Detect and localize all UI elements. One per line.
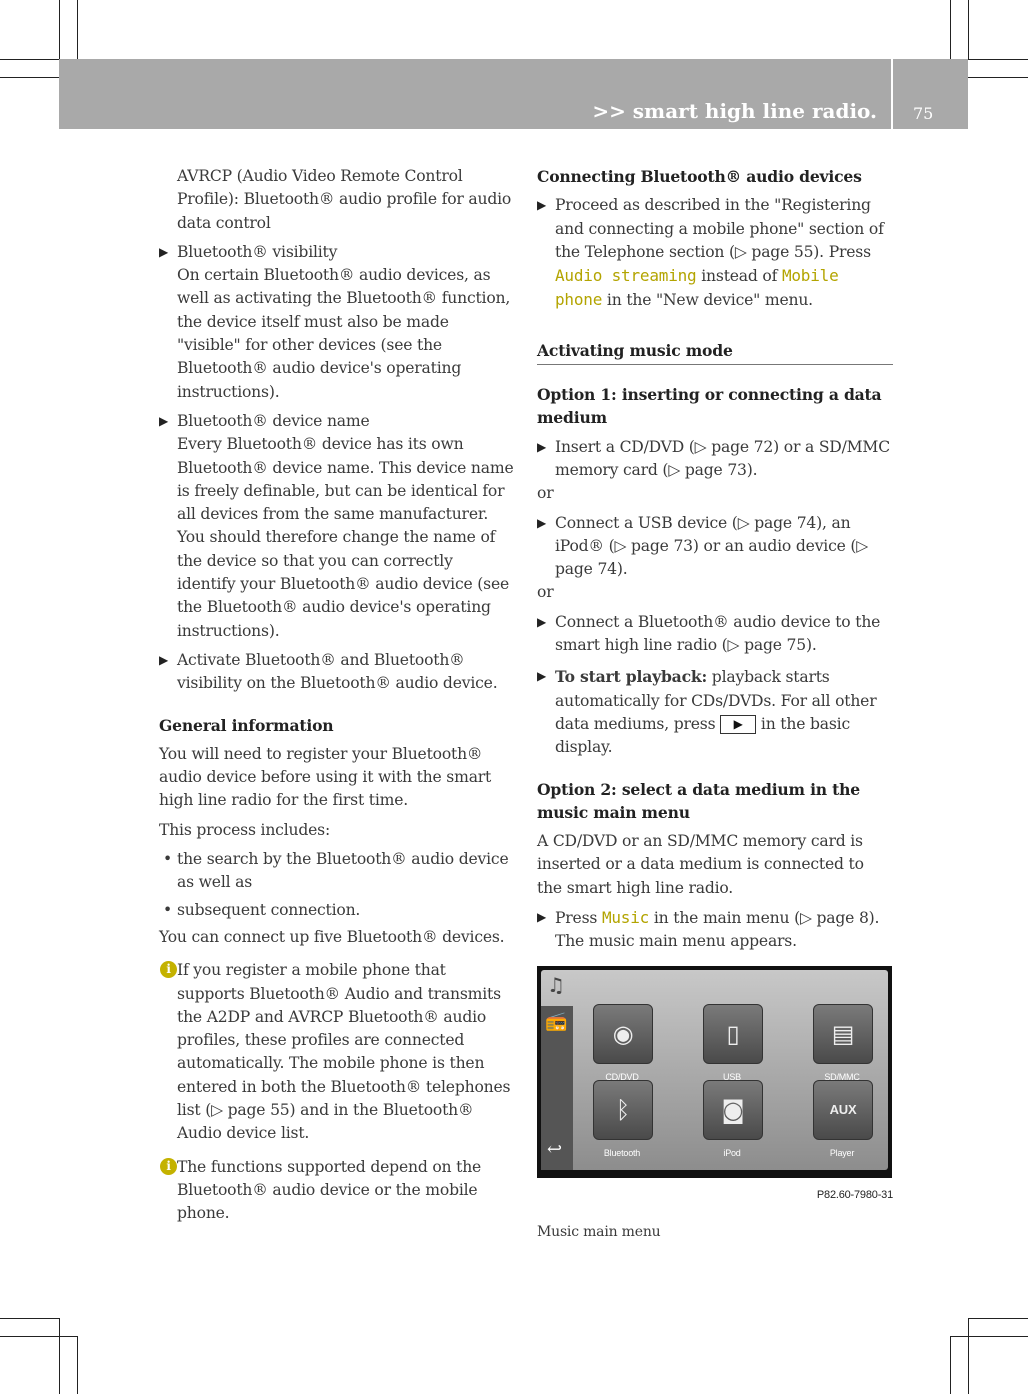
- process-includes: This process includes:: [159, 820, 330, 839]
- bluetooth-instruction: ▶ Connect a Bluetooth® audio device to the smart high line radio (▷ page 75).: [537, 611, 893, 658]
- info-note: [159, 959, 515, 1145]
- bluetooth-button: ᛒ: [593, 1080, 653, 1140]
- sd-mmc-button: ▤: [813, 1004, 873, 1064]
- page-number-box: [893, 59, 968, 129]
- general-information-heading: General information: [159, 715, 334, 735]
- right-column: [537, 165, 893, 1244]
- button-label: iPod: [723, 1147, 741, 1158]
- activating-music-heading: Activating music mode: [537, 339, 893, 365]
- header-title: >> smart high line radio.: [592, 99, 877, 123]
- music-main-menu-screenshot: [537, 966, 892, 1178]
- usb-button: ▯: [703, 1004, 763, 1064]
- connecting-heading: Connecting Bluetooth® audio devices: [537, 167, 862, 186]
- ipod-button: ◙: [703, 1080, 763, 1140]
- press-music-instruction: [537, 906, 893, 954]
- or-text: or: [537, 484, 554, 503]
- avrcp-definition: AVRCP (Audio Video Remote Control Profile): Bluetooth® audio profile for audio data control: [177, 167, 512, 232]
- text: Press: [555, 909, 602, 928]
- cd-dvd-button: ◉: [593, 1004, 653, 1064]
- bluetooth-visibility-title: ▶ Bluetooth® visibility: [159, 241, 515, 264]
- text: Proceed as described in the "Registering and connecting a mobile phone" section of the Telephone section (▷ page 55). Press: [555, 196, 884, 261]
- text: playback starts automatically for CDs/DVDs. For all other data mediums, press: [555, 668, 877, 733]
- radio-icon: 📻: [545, 1010, 568, 1032]
- info-text: The functions supported depend on the Bluetooth® audio device or the mobile phone.: [177, 1157, 482, 1223]
- connect-limit: You can connect up five Bluetooth® devices.: [159, 927, 505, 946]
- button-label: Player: [829, 1147, 855, 1158]
- activate-instruction: ▶ Activate Bluetooth® and Bluetooth® visibility on the Bluetooth® audio device.: [159, 649, 515, 696]
- text: in the main menu (▷ page 8).: [649, 909, 880, 928]
- device-name-title: ▶ Bluetooth® device name: [159, 410, 515, 433]
- play-button-icon: ▶: [720, 715, 756, 734]
- info-text: If you register a mobile phone that supports Bluetooth® Audio and transmits the A2DP and AVRCP Bluetooth® audio profiles, these profiles are connected automatically. The mobile phone is then entered in both the Bluetooth® telephones list (▷ page 55) and in the Bluetooth® Audio device list.: [177, 961, 511, 1143]
- option2-heading: Option 2: select a data medium in the music main menu: [537, 779, 861, 822]
- back-icon: ↩: [547, 1139, 562, 1161]
- device-name-body: Every Bluetooth® device has its own Bluetooth® device name. This device name is freely definable, but can be identical for all devices from the same manufacturer. You should therefore change the name of the device so that you can correctly identify your Bluetooth® audio device (see the Bluetooth® audio device's operating instructions).: [177, 435, 514, 640]
- button-label: Bluetooth: [603, 1147, 641, 1158]
- aux-player-button: AUX: [813, 1080, 873, 1140]
- page-header: [59, 59, 891, 129]
- option2-paragraph: A CD/DVD or an SD/MMC memory card is inserted or a data medium is connected to the smart high line radio.: [537, 832, 864, 897]
- sidebar: [541, 1006, 573, 1170]
- list-item: • subsequent connection.: [159, 899, 515, 922]
- mobile-phone-label: Mobile phone: [555, 266, 839, 310]
- text: The music main menu appears.: [555, 932, 797, 951]
- button-label: USB: [723, 1071, 741, 1082]
- button-label: SD/MMC: [824, 1071, 860, 1082]
- info-icon: i: [160, 961, 177, 978]
- audio-streaming-label: Audio streaming: [555, 266, 697, 286]
- option1-heading: Option 1: inserting or connecting a data medium: [537, 385, 882, 428]
- page-number: 75: [913, 104, 934, 123]
- bluetooth-visibility-body: On certain Bluetooth® audio devices, as well as activating the Bluetooth® function, the device itself must also be made "visible" for other devices (see the Bluetooth® audio device's operating instructions).: [177, 266, 511, 401]
- figure-caption: Music main menu: [537, 1223, 661, 1240]
- usb-instruction: ▶ Connect a USB device (▷ page 74), an iPod® (▷ page 73) or an audio device (▷ page 74).: [537, 512, 893, 582]
- list-item: • the search by the Bluetooth® audio device as well as: [159, 848, 515, 895]
- text: in the basic display.: [555, 714, 850, 757]
- or-text: or: [537, 583, 554, 602]
- image-code: P82.60-7980-31: [816, 1188, 893, 1201]
- start-playback-instruction: [537, 665, 893, 759]
- info-note: [159, 1156, 515, 1226]
- connect-instruction: [537, 194, 893, 312]
- insert-instruction: ▶ Insert a CD/DVD (▷ page 72) or a SD/MMC memory card (▷ page 73).: [537, 436, 893, 483]
- text: in the "New device" menu.: [602, 291, 813, 310]
- start-playback-label: To start playback:: [555, 667, 708, 687]
- left-column: [159, 165, 515, 1235]
- music-note-icon: ♫: [547, 972, 565, 997]
- general-paragraph: You will need to register your Bluetooth® audio device before using it with the smart high line radio for the first time.: [159, 744, 492, 810]
- info-icon: i: [160, 1158, 177, 1175]
- text: instead of: [696, 267, 782, 286]
- button-label: CD/DVD: [605, 1071, 639, 1082]
- music-label: Music: [601, 908, 650, 928]
